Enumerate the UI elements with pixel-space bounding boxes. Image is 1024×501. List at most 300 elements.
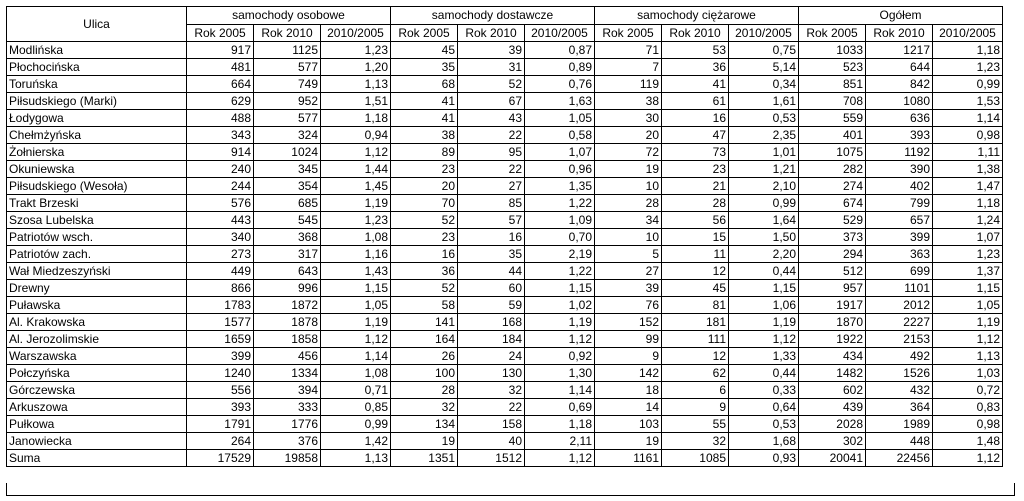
- value-cell: 1512: [458, 450, 525, 467]
- table-row: [7, 365, 1003, 382]
- value-cell: 914: [187, 144, 254, 161]
- value-cell: 273: [187, 246, 254, 263]
- value-cell: 488: [187, 110, 254, 127]
- table-row: [7, 195, 1003, 212]
- value-cell: 957: [799, 280, 866, 297]
- value-cell: 67: [458, 93, 525, 110]
- value-cell: 1,13: [321, 450, 391, 467]
- value-cell: 27: [458, 178, 525, 195]
- value-cell: 1,12: [729, 331, 799, 348]
- value-cell: 19: [391, 433, 458, 450]
- value-cell: 0,83: [933, 399, 1003, 416]
- subheader-cell: Rok 2010: [254, 25, 321, 42]
- group-header-delivery-vans: samochody dostawcze: [391, 7, 595, 25]
- table-row: [7, 42, 1003, 59]
- value-cell: 0,96: [525, 161, 595, 178]
- value-cell: 1,07: [933, 229, 1003, 246]
- value-cell: 17529: [187, 450, 254, 467]
- value-cell: 119: [595, 76, 662, 93]
- value-cell: 164: [391, 331, 458, 348]
- table-row: [7, 331, 1003, 348]
- value-cell: 16: [458, 229, 525, 246]
- value-cell: 302: [799, 433, 866, 450]
- value-cell: 1,20: [321, 59, 391, 76]
- value-cell: 399: [866, 229, 933, 246]
- value-cell: 368: [254, 229, 321, 246]
- value-cell: 1,12: [321, 331, 391, 348]
- value-cell: 73: [662, 144, 729, 161]
- value-cell: 373: [799, 229, 866, 246]
- street-name-cell: Pułkowa: [7, 416, 187, 433]
- value-cell: 345: [254, 161, 321, 178]
- value-cell: 1192: [866, 144, 933, 161]
- empty-footer-cell: [6, 483, 1015, 496]
- value-cell: 657: [866, 212, 933, 229]
- value-cell: 0,98: [933, 127, 1003, 144]
- value-cell: 41: [391, 110, 458, 127]
- value-cell: 36: [391, 263, 458, 280]
- value-cell: 0,53: [729, 110, 799, 127]
- value-cell: 1,13: [321, 76, 391, 93]
- group-header-passenger-cars: samochody osobowe: [187, 7, 391, 25]
- value-cell: 0,44: [729, 365, 799, 382]
- value-cell: 0,89: [525, 59, 595, 76]
- street-name-cell: Drewny: [7, 280, 187, 297]
- value-cell: 1,09: [525, 212, 595, 229]
- value-cell: 402: [866, 178, 933, 195]
- value-cell: 9: [662, 399, 729, 416]
- value-cell: 1,21: [729, 161, 799, 178]
- subheader-cell: Rok 2005: [391, 25, 458, 42]
- value-cell: 0,76: [525, 76, 595, 93]
- street-name-cell: Żołnierska: [7, 144, 187, 161]
- value-cell: 158: [458, 416, 525, 433]
- value-cell: 644: [866, 59, 933, 76]
- value-cell: 168: [458, 314, 525, 331]
- value-cell: 0,92: [525, 348, 595, 365]
- value-cell: 0,99: [321, 416, 391, 433]
- traffic-table: [6, 6, 1003, 467]
- value-cell: 28: [662, 195, 729, 212]
- value-cell: 47: [662, 127, 729, 144]
- value-cell: 1,38: [933, 161, 1003, 178]
- value-cell: 81: [662, 297, 729, 314]
- street-name-cell: Piłsudskiego (Wesoła): [7, 178, 187, 195]
- subheader-cell: 2010/2005: [933, 25, 1003, 42]
- value-cell: 1,30: [525, 365, 595, 382]
- value-cell: 53: [662, 42, 729, 59]
- value-cell: 152: [595, 314, 662, 331]
- value-cell: 184: [458, 331, 525, 348]
- value-cell: 19: [595, 161, 662, 178]
- value-cell: 61: [662, 93, 729, 110]
- value-cell: 11: [662, 246, 729, 263]
- value-cell: 89: [391, 144, 458, 161]
- value-cell: 0,71: [321, 382, 391, 399]
- value-cell: 1,12: [321, 144, 391, 161]
- value-cell: 317: [254, 246, 321, 263]
- value-cell: 1872: [254, 297, 321, 314]
- value-cell: 1125: [254, 42, 321, 59]
- street-name-cell: Patriotów zach.: [7, 246, 187, 263]
- value-cell: 130: [458, 365, 525, 382]
- value-cell: 0,94: [321, 127, 391, 144]
- street-column-header: Ulica: [7, 7, 187, 42]
- value-cell: 340: [187, 229, 254, 246]
- value-cell: 556: [187, 382, 254, 399]
- value-cell: 36: [662, 59, 729, 76]
- value-cell: 674: [799, 195, 866, 212]
- value-cell: 22: [458, 127, 525, 144]
- value-cell: 364: [866, 399, 933, 416]
- value-cell: 1,18: [321, 110, 391, 127]
- value-cell: 12: [662, 263, 729, 280]
- value-cell: 28: [595, 195, 662, 212]
- value-cell: 14: [595, 399, 662, 416]
- value-cell: 664: [187, 76, 254, 93]
- value-cell: 1075: [799, 144, 866, 161]
- subheader-cell: 2010/2005: [729, 25, 799, 42]
- value-cell: 1,19: [933, 314, 1003, 331]
- value-cell: 1024: [254, 144, 321, 161]
- value-cell: 602: [799, 382, 866, 399]
- value-cell: 10: [595, 178, 662, 195]
- table-row: [7, 76, 1003, 93]
- value-cell: 23: [391, 229, 458, 246]
- subheader-cell: Rok 2005: [595, 25, 662, 42]
- value-cell: 1,05: [933, 297, 1003, 314]
- value-cell: 2012: [866, 297, 933, 314]
- value-cell: 1,18: [525, 416, 595, 433]
- value-cell: 58: [391, 297, 458, 314]
- table-row: [7, 297, 1003, 314]
- value-cell: 2153: [866, 331, 933, 348]
- value-cell: 399: [187, 348, 254, 365]
- value-cell: 72: [595, 144, 662, 161]
- value-cell: 492: [866, 348, 933, 365]
- value-cell: 1,42: [321, 433, 391, 450]
- value-cell: 866: [187, 280, 254, 297]
- value-cell: 376: [254, 433, 321, 450]
- value-cell: 1,18: [933, 195, 1003, 212]
- value-cell: 0,85: [321, 399, 391, 416]
- value-cell: 1,68: [729, 433, 799, 450]
- value-cell: 1240: [187, 365, 254, 382]
- value-cell: 2,19: [525, 246, 595, 263]
- table-row: [7, 399, 1003, 416]
- value-cell: 95: [458, 144, 525, 161]
- table-row: [7, 144, 1003, 161]
- value-cell: 851: [799, 76, 866, 93]
- value-cell: 31: [458, 59, 525, 76]
- value-cell: 0,44: [729, 263, 799, 280]
- table-row: [7, 161, 1003, 178]
- value-cell: 1482: [799, 365, 866, 382]
- table-row: [7, 280, 1003, 297]
- value-cell: 19: [595, 433, 662, 450]
- street-name-cell: Szosa Lubelska: [7, 212, 187, 229]
- value-cell: 393: [866, 127, 933, 144]
- table-row: [7, 263, 1003, 280]
- value-cell: 1,37: [933, 263, 1003, 280]
- value-cell: 70: [391, 195, 458, 212]
- value-cell: 0,64: [729, 399, 799, 416]
- value-cell: 12: [662, 348, 729, 365]
- value-cell: 1,61: [729, 93, 799, 110]
- value-cell: 577: [254, 110, 321, 127]
- value-cell: 1101: [866, 280, 933, 297]
- value-cell: 1,06: [729, 297, 799, 314]
- value-cell: 38: [391, 127, 458, 144]
- value-cell: 44: [458, 263, 525, 280]
- value-cell: 39: [595, 280, 662, 297]
- value-cell: 10: [595, 229, 662, 246]
- value-cell: 1,19: [729, 314, 799, 331]
- value-cell: 636: [866, 110, 933, 127]
- value-cell: 1858: [254, 331, 321, 348]
- value-cell: 7: [595, 59, 662, 76]
- value-cell: 1783: [187, 297, 254, 314]
- value-cell: 56: [662, 212, 729, 229]
- value-cell: 0,98: [933, 416, 1003, 433]
- value-cell: 1,23: [933, 59, 1003, 76]
- value-cell: 2,11: [525, 433, 595, 450]
- street-name-cell: Al. Krakowska: [7, 314, 187, 331]
- value-cell: 5,14: [729, 59, 799, 76]
- street-name-cell: Janowiecka: [7, 433, 187, 450]
- street-name-cell: Górczewska: [7, 382, 187, 399]
- value-cell: 26: [391, 348, 458, 365]
- value-cell: 1,43: [321, 263, 391, 280]
- table-row: [7, 348, 1003, 365]
- value-cell: 1,24: [933, 212, 1003, 229]
- subheader-cell: 2010/2005: [321, 25, 391, 42]
- value-cell: 529: [799, 212, 866, 229]
- value-cell: 0,58: [525, 127, 595, 144]
- value-cell: 1,02: [525, 297, 595, 314]
- value-cell: 643: [254, 263, 321, 280]
- street-name-cell: Arkuszowa: [7, 399, 187, 416]
- value-cell: 35: [391, 59, 458, 76]
- value-cell: 1,12: [525, 331, 595, 348]
- street-name-cell: Patriotów wsch.: [7, 229, 187, 246]
- value-cell: 1,12: [525, 450, 595, 467]
- value-cell: 1,14: [933, 110, 1003, 127]
- value-cell: 1577: [187, 314, 254, 331]
- value-cell: 0,75: [729, 42, 799, 59]
- value-cell: 2028: [799, 416, 866, 433]
- value-cell: 32: [391, 399, 458, 416]
- value-cell: 22: [458, 399, 525, 416]
- value-cell: 1,18: [933, 42, 1003, 59]
- value-cell: 952: [254, 93, 321, 110]
- value-cell: 401: [799, 127, 866, 144]
- value-cell: 1,08: [321, 365, 391, 382]
- value-cell: 1,11: [933, 144, 1003, 161]
- value-cell: 45: [391, 42, 458, 59]
- value-cell: 0,70: [525, 229, 595, 246]
- value-cell: 1,12: [933, 331, 1003, 348]
- value-cell: 363: [866, 246, 933, 263]
- value-cell: 71: [595, 42, 662, 59]
- value-cell: 0,87: [525, 42, 595, 59]
- value-cell: 1,13: [933, 348, 1003, 365]
- value-cell: 18: [595, 382, 662, 399]
- value-cell: 443: [187, 212, 254, 229]
- value-cell: 1,51: [321, 93, 391, 110]
- value-cell: 68: [391, 76, 458, 93]
- value-cell: 99: [595, 331, 662, 348]
- value-cell: 333: [254, 399, 321, 416]
- value-cell: 1080: [866, 93, 933, 110]
- value-cell: 393: [187, 399, 254, 416]
- value-cell: 55: [662, 416, 729, 433]
- value-cell: 244: [187, 178, 254, 195]
- value-cell: 1,44: [321, 161, 391, 178]
- value-cell: 1989: [866, 416, 933, 433]
- value-cell: 52: [458, 76, 525, 93]
- value-cell: 799: [866, 195, 933, 212]
- value-cell: 0,33: [729, 382, 799, 399]
- value-cell: 19858: [254, 450, 321, 467]
- street-name-cell: Toruńska: [7, 76, 187, 93]
- value-cell: 0,99: [729, 195, 799, 212]
- value-cell: 1085: [662, 450, 729, 467]
- value-cell: 324: [254, 127, 321, 144]
- value-cell: 34: [595, 212, 662, 229]
- value-cell: 32: [458, 382, 525, 399]
- value-cell: 1,45: [321, 178, 391, 195]
- value-cell: 60: [458, 280, 525, 297]
- table-row: [7, 433, 1003, 450]
- value-cell: 142: [595, 365, 662, 382]
- value-cell: 24: [458, 348, 525, 365]
- group-header-trucks: samochody ciężarowe: [595, 7, 799, 25]
- value-cell: 141: [391, 314, 458, 331]
- value-cell: 62: [662, 365, 729, 382]
- value-cell: 481: [187, 59, 254, 76]
- value-cell: 1922: [799, 331, 866, 348]
- street-name-cell: Płochocińska: [7, 59, 187, 76]
- value-cell: 282: [799, 161, 866, 178]
- value-cell: 749: [254, 76, 321, 93]
- value-cell: 577: [254, 59, 321, 76]
- value-cell: 576: [187, 195, 254, 212]
- value-cell: 240: [187, 161, 254, 178]
- value-cell: 35: [458, 246, 525, 263]
- value-cell: 22: [458, 161, 525, 178]
- value-cell: 57: [458, 212, 525, 229]
- value-cell: 52: [391, 212, 458, 229]
- value-cell: 545: [254, 212, 321, 229]
- table-row: [7, 382, 1003, 399]
- value-cell: 30: [595, 110, 662, 127]
- value-cell: 28: [391, 382, 458, 399]
- value-cell: 1,19: [525, 314, 595, 331]
- value-cell: 59: [458, 297, 525, 314]
- value-cell: 294: [799, 246, 866, 263]
- value-cell: 1,05: [321, 297, 391, 314]
- table-row: [7, 93, 1003, 110]
- value-cell: 1,50: [729, 229, 799, 246]
- value-cell: 1526: [866, 365, 933, 382]
- value-cell: 0,93: [729, 450, 799, 467]
- subheader-cell: Rok 2005: [799, 25, 866, 42]
- value-cell: 1,48: [933, 433, 1003, 450]
- value-cell: 1,63: [525, 93, 595, 110]
- street-name-cell: Trakt Brzeski: [7, 195, 187, 212]
- value-cell: 5: [595, 246, 662, 263]
- value-cell: 354: [254, 178, 321, 195]
- value-cell: 38: [595, 93, 662, 110]
- value-cell: 917: [187, 42, 254, 59]
- value-cell: 6: [662, 382, 729, 399]
- value-cell: 0,72: [933, 382, 1003, 399]
- street-name-cell: Puławska: [7, 297, 187, 314]
- subheader-cell: 2010/2005: [525, 25, 595, 42]
- street-name-cell: Połczyńska: [7, 365, 187, 382]
- value-cell: 16: [391, 246, 458, 263]
- value-cell: 40: [458, 433, 525, 450]
- value-cell: 16: [662, 110, 729, 127]
- value-cell: 708: [799, 93, 866, 110]
- value-cell: 1,07: [525, 144, 595, 161]
- value-cell: 111: [662, 331, 729, 348]
- value-cell: 1870: [799, 314, 866, 331]
- value-cell: 0,99: [933, 76, 1003, 93]
- value-cell: 1,35: [525, 178, 595, 195]
- table-body: [7, 42, 1003, 467]
- value-cell: 9: [595, 348, 662, 365]
- table-row: [7, 229, 1003, 246]
- value-cell: 559: [799, 110, 866, 127]
- value-cell: 23: [391, 161, 458, 178]
- subheader-cell: Rok 2010: [662, 25, 729, 42]
- value-cell: 2,10: [729, 178, 799, 195]
- value-cell: 274: [799, 178, 866, 195]
- value-cell: 1033: [799, 42, 866, 59]
- value-cell: 1,47: [933, 178, 1003, 195]
- value-cell: 1,33: [729, 348, 799, 365]
- value-cell: 1878: [254, 314, 321, 331]
- value-cell: 103: [595, 416, 662, 433]
- street-name-cell: Wał Miedzeszyński: [7, 263, 187, 280]
- street-name-cell: Modlińska: [7, 42, 187, 59]
- value-cell: 1776: [254, 416, 321, 433]
- value-cell: 52: [391, 280, 458, 297]
- street-name-cell: Okuniewska: [7, 161, 187, 178]
- street-name-cell: Suma: [7, 450, 187, 467]
- value-cell: 699: [866, 263, 933, 280]
- table-row: [7, 127, 1003, 144]
- street-name-cell: Piłsudskiego (Marki): [7, 93, 187, 110]
- value-cell: 76: [595, 297, 662, 314]
- table-row: [7, 178, 1003, 195]
- value-cell: 1,23: [321, 42, 391, 59]
- table-row: [7, 314, 1003, 331]
- value-cell: 1,19: [321, 195, 391, 212]
- group-header-total: Ogółem: [799, 7, 1003, 25]
- value-cell: 1,15: [933, 280, 1003, 297]
- value-cell: 1217: [866, 42, 933, 59]
- value-cell: 432: [866, 382, 933, 399]
- value-cell: 1,12: [933, 450, 1003, 467]
- value-cell: 39: [458, 42, 525, 59]
- street-name-cell: Łodygowa: [7, 110, 187, 127]
- value-cell: 1,15: [729, 280, 799, 297]
- value-cell: 1,01: [729, 144, 799, 161]
- value-cell: 2,20: [729, 246, 799, 263]
